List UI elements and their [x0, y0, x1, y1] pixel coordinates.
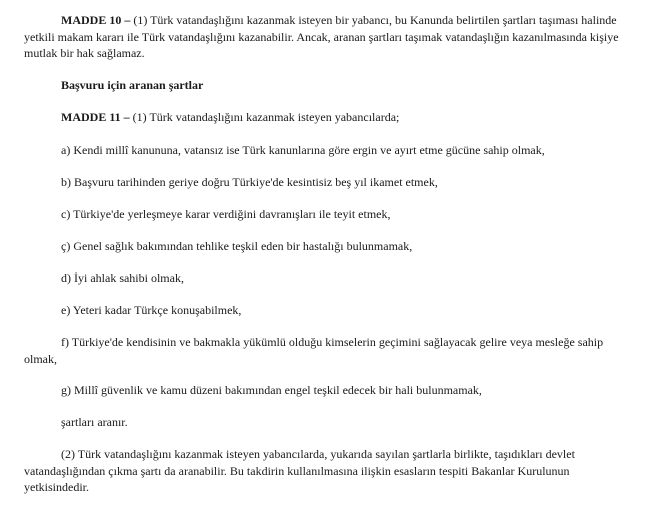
item-c: c) Türkiye'de yerleşmeye karar verdiğini davranışları ile teyit etmek, — [61, 207, 391, 221]
item-e: e) Yeteri kadar Türkçe konuşabilmek, — [61, 303, 242, 317]
item-d: d) İyi ahlak sahibi olmak, — [61, 271, 184, 285]
madde-10-paragraph — [24, 12, 624, 62]
item-c-cedilla: ç) Genel sağlık bakımından tehlike teşkil eden bir hastalığı bulunmamak, — [61, 239, 413, 253]
madde-11-text: (1) Türk vatandaşlığını kazanmak isteyen yabancılarda; — [129, 110, 400, 124]
madde-11-label: MADDE 11 – — [61, 110, 130, 124]
madde-10-label: MADDE 10 – — [61, 13, 131, 27]
madde-11-paragraph — [24, 109, 624, 126]
item-a: a) Kendi millî kanununa, vatansız ise Türk kanunlarına göre ergin ve ayırt etme gücüne sahip olmak, — [61, 143, 545, 157]
closing-line: şartları aranır. — [61, 415, 128, 429]
section-heading: Başvuru için aranan şartlar — [61, 78, 204, 92]
item-g: g) Millî güvenlik ve kamu düzeni bakımından engel teşkil edecek bir hali bulunmamak, — [61, 383, 482, 397]
clause-2-paragraph: (2) Türk vatandaşlığını kazanmak isteyen yabancılarda, yukarıda sayılan şartlarla birlikte, taşıdıkları devlet vatandaşlığından çıkma şartı da aranabilir. Bu takdirin kullanılmasına ilişkin esasların tespiti Bakanlar Kurulunun yetkisindedir. — [24, 447, 575, 494]
item-f: f) Türkiye'de kendisinin ve bakmakla yükümlü olduğu kimselerin geçimini sağlayacak gelire veya mesleğe sahip olmak, — [24, 335, 604, 366]
madde-10-text: (1) Türk vatandaşlığını kazanmak isteyen bir yabancı, bu Kanunda belirtilen şartları taşıması halinde yetkili makam kararı ile Türk vatandaşlığını kazanabilir. Ancak, aranan şartları taşımak vatandaşlığın kazanılmasında kişiye mutlak bir hak sağlamaz. — [24, 13, 619, 60]
item-b: b) Başvuru tarihinden geriye doğru Türkiye'de kesintisiz beş yıl ikamet etmek, — [61, 175, 438, 189]
